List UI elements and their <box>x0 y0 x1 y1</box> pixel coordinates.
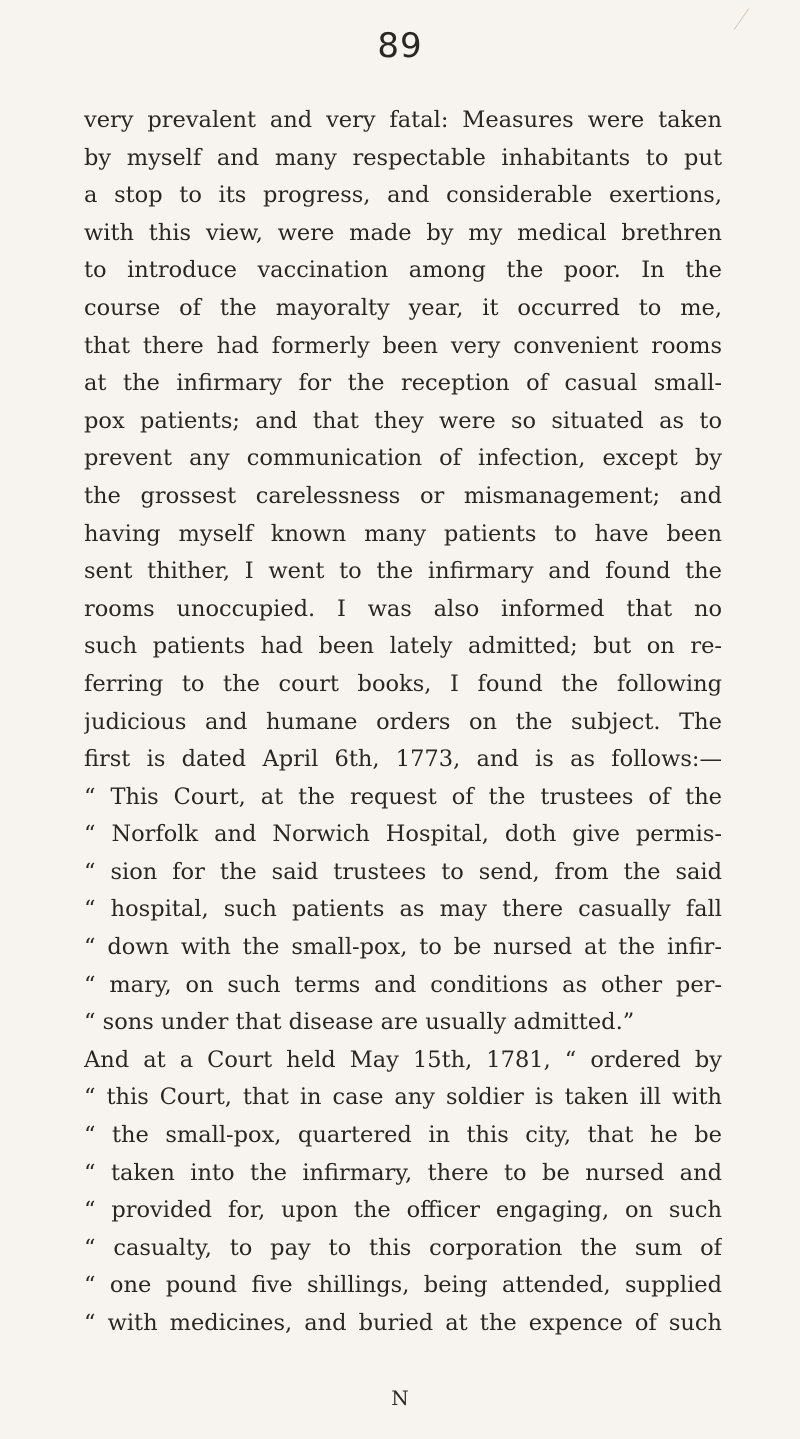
text-line: a stop to its progress, and considerable exertions, <box>84 182 722 209</box>
text-line: “ mary, on such terms and conditions as other per- <box>84 971 722 998</box>
text-line: “ sion for the said trustees to send, from the said <box>84 858 722 885</box>
text-line: “ provided for, upon the officer engaging, on such <box>84 1197 722 1224</box>
text-line: prevent any communication of infection, except by <box>84 445 722 472</box>
body-text <box>84 102 722 1343</box>
text-line: “ casualty, to pay to this corporation the sum of <box>84 1234 722 1261</box>
text-line: having myself known many patients to have been <box>84 520 722 547</box>
text-line: by myself and many respectable inhabitants to put <box>84 144 722 171</box>
text-line: rooms unoccupied. I was also informed that no <box>84 595 722 622</box>
text-line: that there had formerly been very convenient rooms <box>84 332 722 359</box>
text-line: such patients had been lately admitted; but on re- <box>84 633 722 660</box>
text-line: very prevalent and very fatal: Measures were taken <box>84 107 722 133</box>
text-line: And at a Court held May 15th, 1781, “ ordered by <box>84 1046 722 1073</box>
text-line: “ sons under that disease are usually admitted.” <box>84 1009 635 1036</box>
text-line: “ This Court, at the request of the trustees of the <box>84 783 722 810</box>
text-line: the grossest carelessness or mismanagement; and <box>84 482 722 509</box>
text-line: “ the small-pox, quartered in this city, that he be <box>84 1122 722 1149</box>
text-line: with this view, were made by my medical brethren <box>84 219 722 246</box>
text-line: “ taken into the infirmary, there to be nursed and <box>84 1159 722 1186</box>
text-line: judicious and humane orders on the subject. The <box>84 708 722 735</box>
text-line: “ with medicines, and buried at the expence of such <box>84 1310 722 1336</box>
text-line: “ down with the small-pox, to be nursed at the infir- <box>84 934 722 961</box>
text-line: to introduce vaccination among the poor. In the <box>84 257 722 284</box>
text-line: “ hospital, such patients as may there casually fall <box>84 896 722 923</box>
text-line: ferring to the court books, I found the following <box>84 670 722 697</box>
text-line: at the infirmary for the reception of casual small- <box>84 370 722 397</box>
text-line: pox patients; and that they were so situated as to <box>84 407 722 434</box>
text-line: first is dated April 6th, 1773, and is as follows:— <box>84 746 722 773</box>
text-line: “ Norfolk and Norwich Hospital, doth give permis- <box>84 821 722 848</box>
text-line: sent thither, I went to the infirmary and found the <box>84 558 722 585</box>
text-line: “ one pound five shillings, being attended, supplied <box>84 1272 722 1299</box>
text-line: “ this Court, that in case any soldier is taken ill with <box>84 1084 722 1111</box>
text-line: course of the mayoralty year, it occurred to me, <box>84 294 722 321</box>
page-number: 89 <box>377 26 423 66</box>
signature-mark: N <box>391 1386 409 1410</box>
